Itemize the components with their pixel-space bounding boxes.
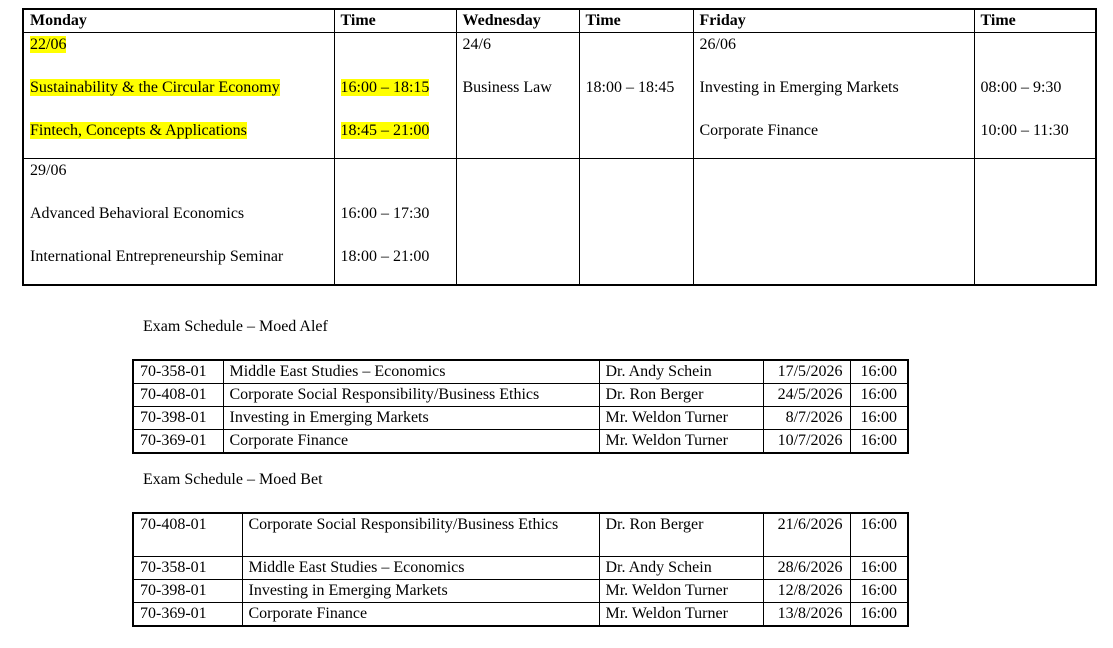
- course-name: Corporate Finance: [242, 602, 599, 626]
- week2-wednesday-cell: [456, 159, 579, 285]
- week1-friday-time-cell: [974, 33, 1096, 159]
- exam-date: 8/7/2026: [763, 407, 850, 430]
- exam-date: 28/6/2026: [763, 556, 850, 579]
- lecturer-name: Dr. Andy Schein: [599, 360, 763, 384]
- empty-line: [341, 35, 450, 55]
- lecturer-name: Dr. Andy Schein: [599, 556, 763, 579]
- course-name: Middle East Studies – Economics: [242, 556, 599, 579]
- course-code: 70-408-01: [133, 384, 223, 407]
- week2-monday-course1: Advanced Behavioral Economics: [30, 205, 245, 222]
- week2-monday-date: 29/06: [30, 162, 67, 179]
- header-friday: Friday: [693, 9, 974, 33]
- week1-friday-course1-time: 08:00 – 9:30: [980, 79, 1062, 96]
- weekly-header-row: [23, 9, 1096, 33]
- header-time-friday: Time: [974, 9, 1096, 33]
- exam-time: 16:00: [850, 556, 908, 579]
- course-name: Corporate Finance: [223, 430, 599, 454]
- exam-row: [133, 513, 908, 556]
- course-code: 70-358-01: [133, 556, 242, 579]
- week2-row: [23, 159, 1096, 285]
- header-time-monday: Time: [334, 9, 456, 33]
- week1-wednesday-course1: Business Law: [462, 79, 552, 96]
- week1-friday-course2: Corporate Finance: [699, 122, 819, 139]
- week2-monday-course2: International Entrepreneurship Seminar: [30, 248, 284, 265]
- week2-monday-course1-time: 16:00 – 17:30: [340, 205, 430, 222]
- weekly-schedule-table: [22, 8, 1097, 286]
- lecturer-name: Dr. Ron Berger: [599, 513, 763, 556]
- course-code: 70-398-01: [133, 579, 242, 602]
- week1-wednesday-date: 24/6: [462, 36, 491, 53]
- exam-time: 16:00: [850, 579, 908, 602]
- course-name: Investing in Emerging Markets: [242, 579, 599, 602]
- exam-time: 16:00: [850, 430, 908, 454]
- header-time-wednesday: Time: [579, 9, 693, 33]
- week1-wednesday-time-cell: [579, 33, 693, 159]
- empty-line: [341, 161, 450, 181]
- empty-line: [586, 35, 687, 55]
- week2-friday-cell: [693, 159, 974, 285]
- exam-time: 16:00: [850, 360, 908, 384]
- exam-time: 16:00: [850, 407, 908, 430]
- week1-monday-date: 22/06: [30, 36, 67, 53]
- header-monday: Monday: [23, 9, 334, 33]
- exam-date: 12/8/2026: [763, 579, 850, 602]
- exam-date: 17/5/2026: [763, 360, 850, 384]
- header-wednesday: Wednesday: [456, 9, 579, 33]
- exam-time: 16:00: [850, 513, 908, 556]
- week1-friday-course1: Investing in Emerging Markets: [699, 79, 899, 96]
- exam-row: [133, 384, 908, 407]
- course-name: Investing in Emerging Markets: [223, 407, 599, 430]
- week1-monday-course1-time: 16:00 – 18:15: [340, 79, 430, 96]
- course-code: 70-398-01: [133, 407, 223, 430]
- course-code: 70-369-01: [133, 430, 223, 454]
- lecturer-name: Dr. Ron Berger: [599, 384, 763, 407]
- exam-time: 16:00: [850, 384, 908, 407]
- week1-friday-cell: [693, 33, 974, 159]
- week1-monday-time-cell: [334, 33, 456, 159]
- course-code: 70-358-01: [133, 360, 223, 384]
- lecturer-name: Mr. Weldon Turner: [599, 430, 763, 454]
- week1-monday-cell: [23, 33, 334, 159]
- week2-monday-course2-time: 18:00 – 21:00: [340, 248, 430, 265]
- exam-date: 10/7/2026: [763, 430, 850, 454]
- exam-date: 21/6/2026: [763, 513, 850, 556]
- lecturer-name: Mr. Weldon Turner: [599, 407, 763, 430]
- lecturer-name: Mr. Weldon Turner: [599, 579, 763, 602]
- exam-bet-section-title: Exam Schedule – Moed Bet: [143, 471, 323, 488]
- week2-monday-cell: [23, 159, 334, 285]
- course-code: 70-369-01: [133, 602, 242, 626]
- course-name: Corporate Social Responsibility/Business Ethics: [223, 384, 599, 407]
- exam-alef-section-title: Exam Schedule – Moed Alef: [143, 318, 328, 335]
- week1-friday-date: 26/06: [699, 36, 736, 53]
- course-code: 70-408-01: [133, 513, 242, 556]
- exam-date: 13/8/2026: [763, 602, 850, 626]
- week1-monday-course1: Sustainability & the Circular Economy: [30, 79, 280, 96]
- exam-alef-table: [132, 359, 909, 454]
- exam-row: [133, 602, 908, 626]
- week2-friday-time-cell: [974, 159, 1096, 285]
- week2-monday-time-cell: [334, 159, 456, 285]
- lecturer-name: Mr. Weldon Turner: [599, 602, 763, 626]
- empty-line: [981, 35, 1090, 55]
- exam-row: [133, 407, 908, 430]
- exam-row: [133, 579, 908, 602]
- week2-wednesday-time-cell: [579, 159, 693, 285]
- exam-row: [133, 360, 908, 384]
- week1-wednesday-course1-time: 18:00 – 18:45: [585, 79, 675, 96]
- week1-wednesday-cell: [456, 33, 579, 159]
- week1-row: [23, 33, 1096, 159]
- week1-friday-course2-time: 10:00 – 11:30: [980, 122, 1069, 139]
- exam-time: 16:00: [850, 602, 908, 626]
- week1-monday-course2-time: 18:45 – 21:00: [340, 122, 430, 139]
- exam-row: [133, 430, 908, 454]
- week1-monday-course2: Fintech, Concepts & Applications: [30, 122, 247, 139]
- course-name: Middle East Studies – Economics: [223, 360, 599, 384]
- exam-row: [133, 556, 908, 579]
- course-name: Corporate Social Responsibility/Business Ethics: [242, 513, 599, 556]
- exam-date: 24/5/2026: [763, 384, 850, 407]
- exam-bet-table: [132, 512, 909, 627]
